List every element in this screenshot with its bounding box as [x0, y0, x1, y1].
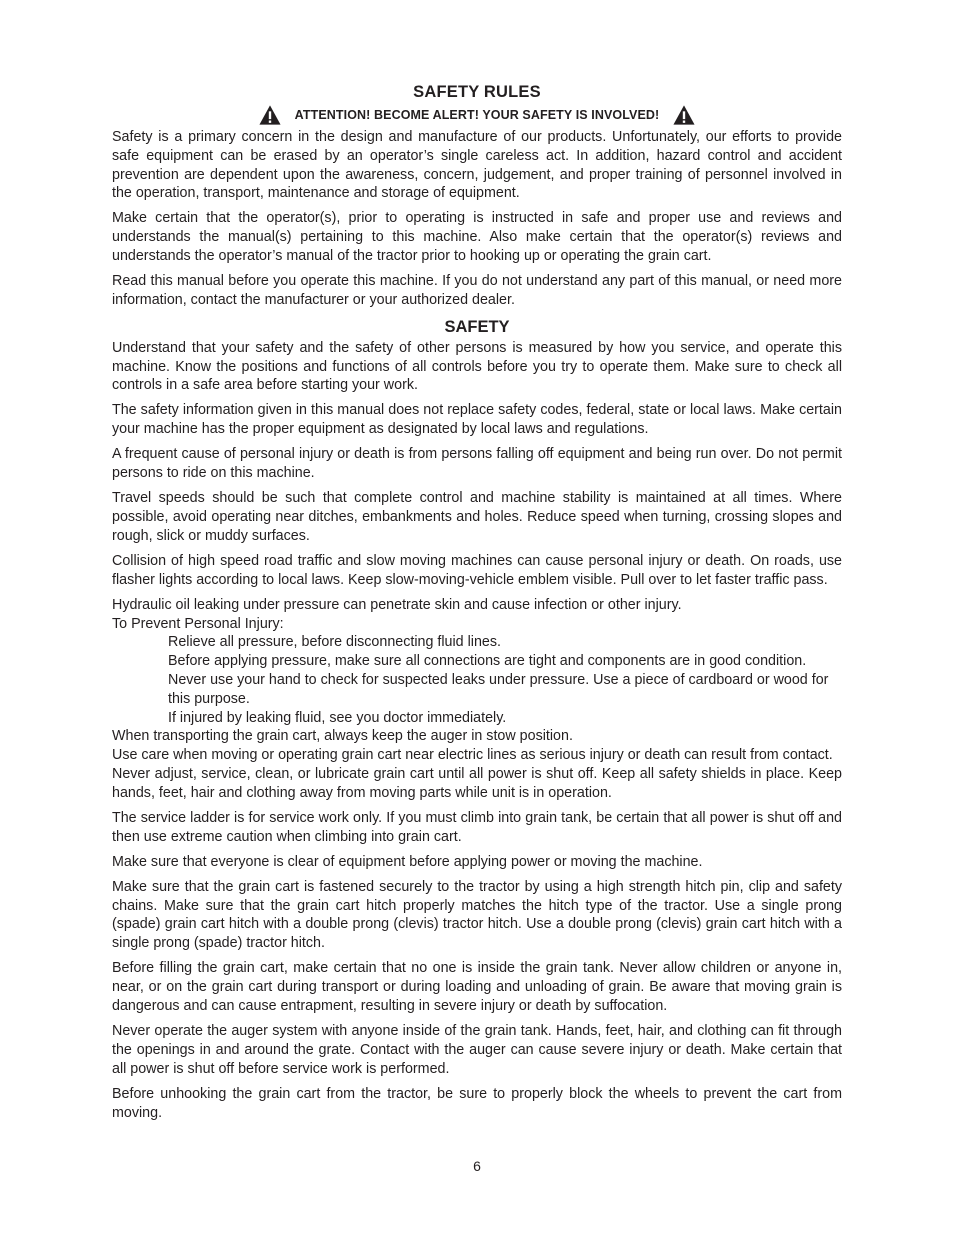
hydraulic-subheading: To Prevent Personal Injury: [112, 615, 284, 632]
safety-paragraph: The safety information given in this manual does not replace safety codes, federal, state or local laws. Make certain your machine has the proper equipment as designated by local laws and regulations. [112, 402, 842, 438]
hydraulic-warning: Hydraulic oil leaking under pressure can penetrate skin and cause infection or other injury. [112, 596, 682, 613]
safety-paragraph: Before filling the grain cart, make certain that no one is inside the grain tank. Never allow children or anyone in, near, or on the grain cart during transport or during loading and unloading of grain. Be aware that moving grain is dangerous and can cause entrapment, resulting in severe injury or death by suffocation. [112, 960, 842, 1014]
list-item: Never use your hand to check for suspected leaks under pressure. Use a piece of cardboard or wood for this purpose. [168, 672, 829, 707]
attention-text: ATTENTION! BECOME ALERT! YOUR SAFETY IS INVOLVED! [294, 108, 660, 122]
intro-paragraph: Safety is a primary concern in the design and manufacture of our products. Unfortunately, our efforts to provide safe equipment can be erased by an operator’s single careless act. In addition, hazard control and accident prevention are dependent upon the awareness, concern, judgement, and proper training of personnel involved in the operation, transport, maintenance and storage of equipment. [112, 129, 842, 202]
safety-paragraph: Make sure that the grain cart is fastened securely to the tractor by using a high strength hitch pin, clip and safety chains. Make sure that the grain cart hitch properly matches the hitch type of the tractor. Use a single prong (spade) grain cart hitch with a double prong (clevis) tractor hitch. Use a double prong (clevis) grain cart hitch with a single prong (spade) tractor hitch. [112, 878, 842, 952]
section-heading-safety: SAFETY [444, 317, 510, 336]
intro-paragraph: Make certain that the operator(s), prior to operating is instructed in safe and proper use and reviews and understands the manual(s) pertaining to this machine. Also make certain that the operator(s) reviews and understands the operator’s manual of the tractor prior to hooking up or operating the grain cart. [112, 210, 842, 265]
list-item: Relieve all pressure, before disconnecting fluid lines. [168, 634, 501, 651]
safety-paragraph: Use care when moving or operating grain cart near electric lines as serious injury or death can result from contact. [112, 747, 833, 764]
safety-paragraph: Understand that your safety and the safety of other persons is measured by how you service, and operate this machine. Know the positions and functions of all controls before you try to operate them. Make sure to check all controls in a safe area before starting your work. [112, 339, 842, 394]
safety-paragraph: Travel speeds should be such that complete control and machine stability is maintained at all times. Where possible, avoid operating near ditches, embankments and holes. Reduce speed when turning, crossing slopes and rough, slick or muddy surfaces. [112, 490, 842, 544]
safety-paragraph: Make sure that everyone is clear of equipment before applying power or moving the machine. [112, 853, 703, 870]
hydraulic-list [112, 633, 842, 727]
page-title: SAFETY RULES [413, 83, 541, 101]
safety-paragraph: Collision of high speed road traffic and slow moving machines can cause personal injury or death. On roads, use flasher lights according to local laws. Keep slow-moving-vehicle emblem visible. Pull over to let faster traffic pass. [112, 552, 842, 588]
intro-paragraph: Read this manual before you operate this machine. If you do not understand any part of this manual, or need more information, contact the manufacturer or your authorized dealer. [112, 273, 842, 308]
safety-paragraph: Before unhooking the grain cart from the tractor, be sure to properly block the wheels to prevent the cart from moving. [112, 1085, 842, 1121]
safety-paragraph: A frequent cause of personal injury or death is from persons falling off equipment and being run over. Do not permit persons to ride on this machine. [112, 446, 842, 482]
page-number: 6 [473, 1158, 481, 1174]
safety-paragraph: When transporting the grain cart, always keep the auger in stow position. [112, 728, 573, 745]
safety-paragraph: Never adjust, service, clean, or lubricate grain cart until all power is shut off. Keep all safety shields in place. Keep hands, feet, hair and clothing away from moving parts while unit is in operation. [112, 765, 842, 801]
list-item: If injured by leaking fluid, see you doctor immediately. [168, 709, 507, 726]
document-page [112, 82, 842, 1122]
warning-triangle-icon [673, 104, 695, 126]
list-item: Before applying pressure, make sure all connections are tight and components are in good condition. [168, 653, 807, 670]
safety-paragraph: Never operate the auger system with anyone inside of the grain tank. Hands, feet, hair, and clothing can fit through the openings in and around the grate. Contact with the auger can cause severe injury or death. Make certain that all power is shut off before service work is performed. [112, 1023, 842, 1077]
safety-paragraph: The service ladder is for service work only. If you must climb into grain tank, be certain that all power is shut off and then use extreme caution when climbing into grain cart. [112, 809, 842, 845]
attention-banner [112, 102, 842, 128]
warning-triangle-icon [259, 104, 281, 126]
